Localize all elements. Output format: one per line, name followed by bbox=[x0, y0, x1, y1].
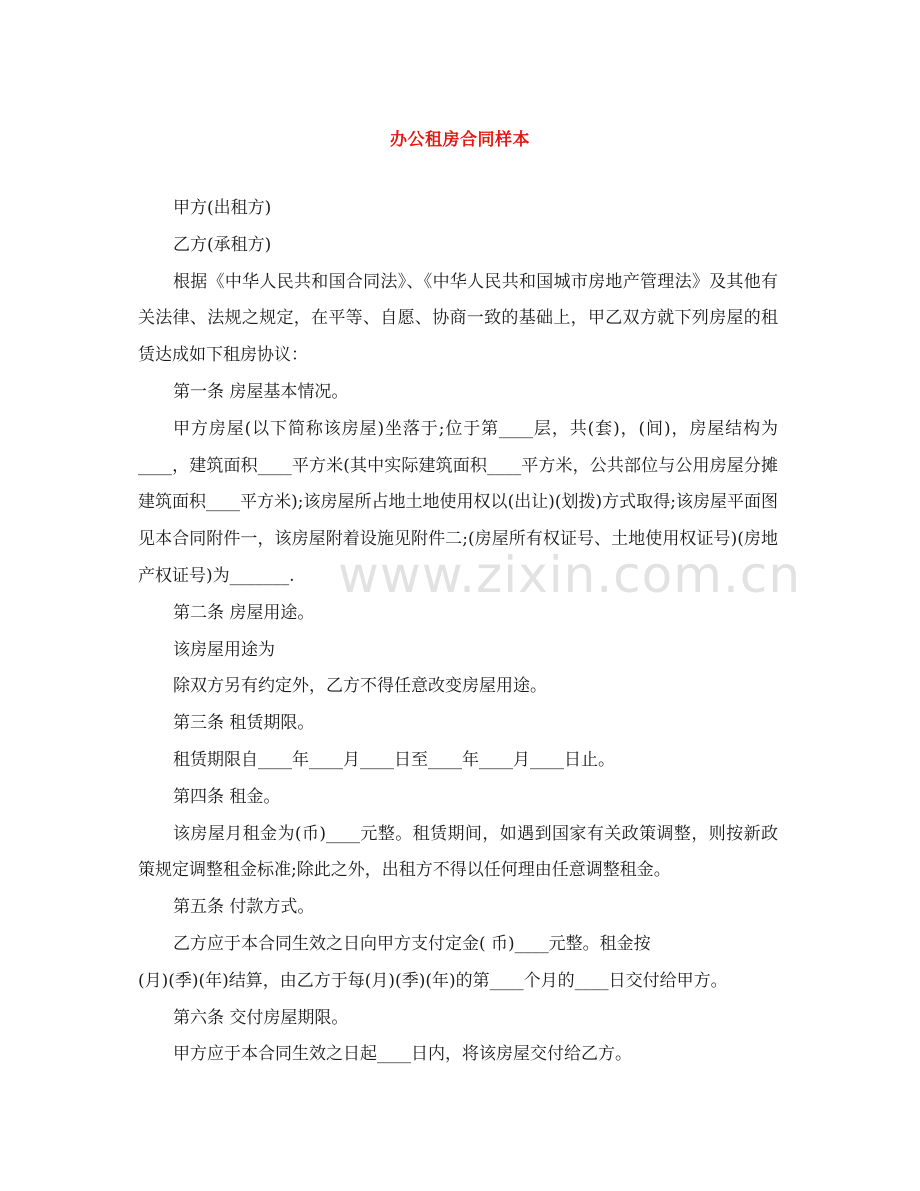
document-title: 办公租房合同样本 bbox=[390, 130, 530, 150]
article-6-body: 甲方应于本合同生效之日起____日内，将该房屋交付给乙方。 bbox=[173, 1044, 632, 1065]
watermark-text: www.zixin.com.cn bbox=[338, 546, 802, 604]
article-1-body: 甲方房屋(以下简称该房屋)坐落于;位于第____层，共(套)，(间)，房屋结构为____，建筑面积____平方米(其中实际建筑面积____平方米，公共部位与公用房屋分摊建筑面积____平方米);该房屋所占地土地使用权以(出让)(划拨)方式取得;该房屋平面图见本合同附件一，该房屋附着设施见附件二;(房屋所有权证号、土地使用权证号)(房地产权证号)为_______. bbox=[138, 418, 778, 586]
article-6-heading: 第六条 交付房屋期限。 bbox=[173, 1007, 349, 1028]
article-4-heading: 第四条 租金。 bbox=[173, 786, 281, 807]
document-body bbox=[138, 190, 778, 1073]
article-2-heading: 第二条 房屋用途。 bbox=[173, 602, 315, 623]
preamble-paragraph: 根据《中华人民共和国合同法》、《中华人民共和国城市房地产管理法》及其他有关法律、法规之规定，在平等、自愿、协商一致的基础上，甲乙双方就下列房屋的租赁达成如下租房协议： bbox=[138, 271, 778, 366]
article-5-body-line-1: 乙方应于本合同生效之日向甲方支付定金( 币)____元整。租金按 bbox=[173, 933, 651, 954]
party-b-line: 乙方(承租方) bbox=[173, 234, 272, 255]
article-2-body-line-2: 除双方另有约定外，乙方不得任意改变房屋用途。 bbox=[173, 676, 547, 697]
article-5-body-line-2: (月)(季)(年)结算，由乙方于每(月)(季)(年)的第____个月的____日交付给甲方。 bbox=[138, 970, 728, 991]
party-a-line: 甲方(出租方) bbox=[173, 198, 272, 218]
article-5-heading: 第五条 付款方式。 bbox=[173, 897, 315, 918]
article-2-body-line-1: 该房屋用途为 bbox=[173, 639, 275, 660]
article-3-body: 租赁期限自____年____月____日至____年____月____日止。 bbox=[173, 749, 615, 770]
article-4-body: 该房屋月租金为(币)____元整。租赁期间，如遇到国家有关政策调整，则按新政策规定调整租金标准;除此之外，出租方不得以任何理由任意调整租金。 bbox=[138, 823, 778, 881]
article-1-heading: 第一条 房屋基本情况。 bbox=[173, 381, 349, 402]
article-3-heading: 第三条 租赁期限。 bbox=[173, 713, 315, 734]
